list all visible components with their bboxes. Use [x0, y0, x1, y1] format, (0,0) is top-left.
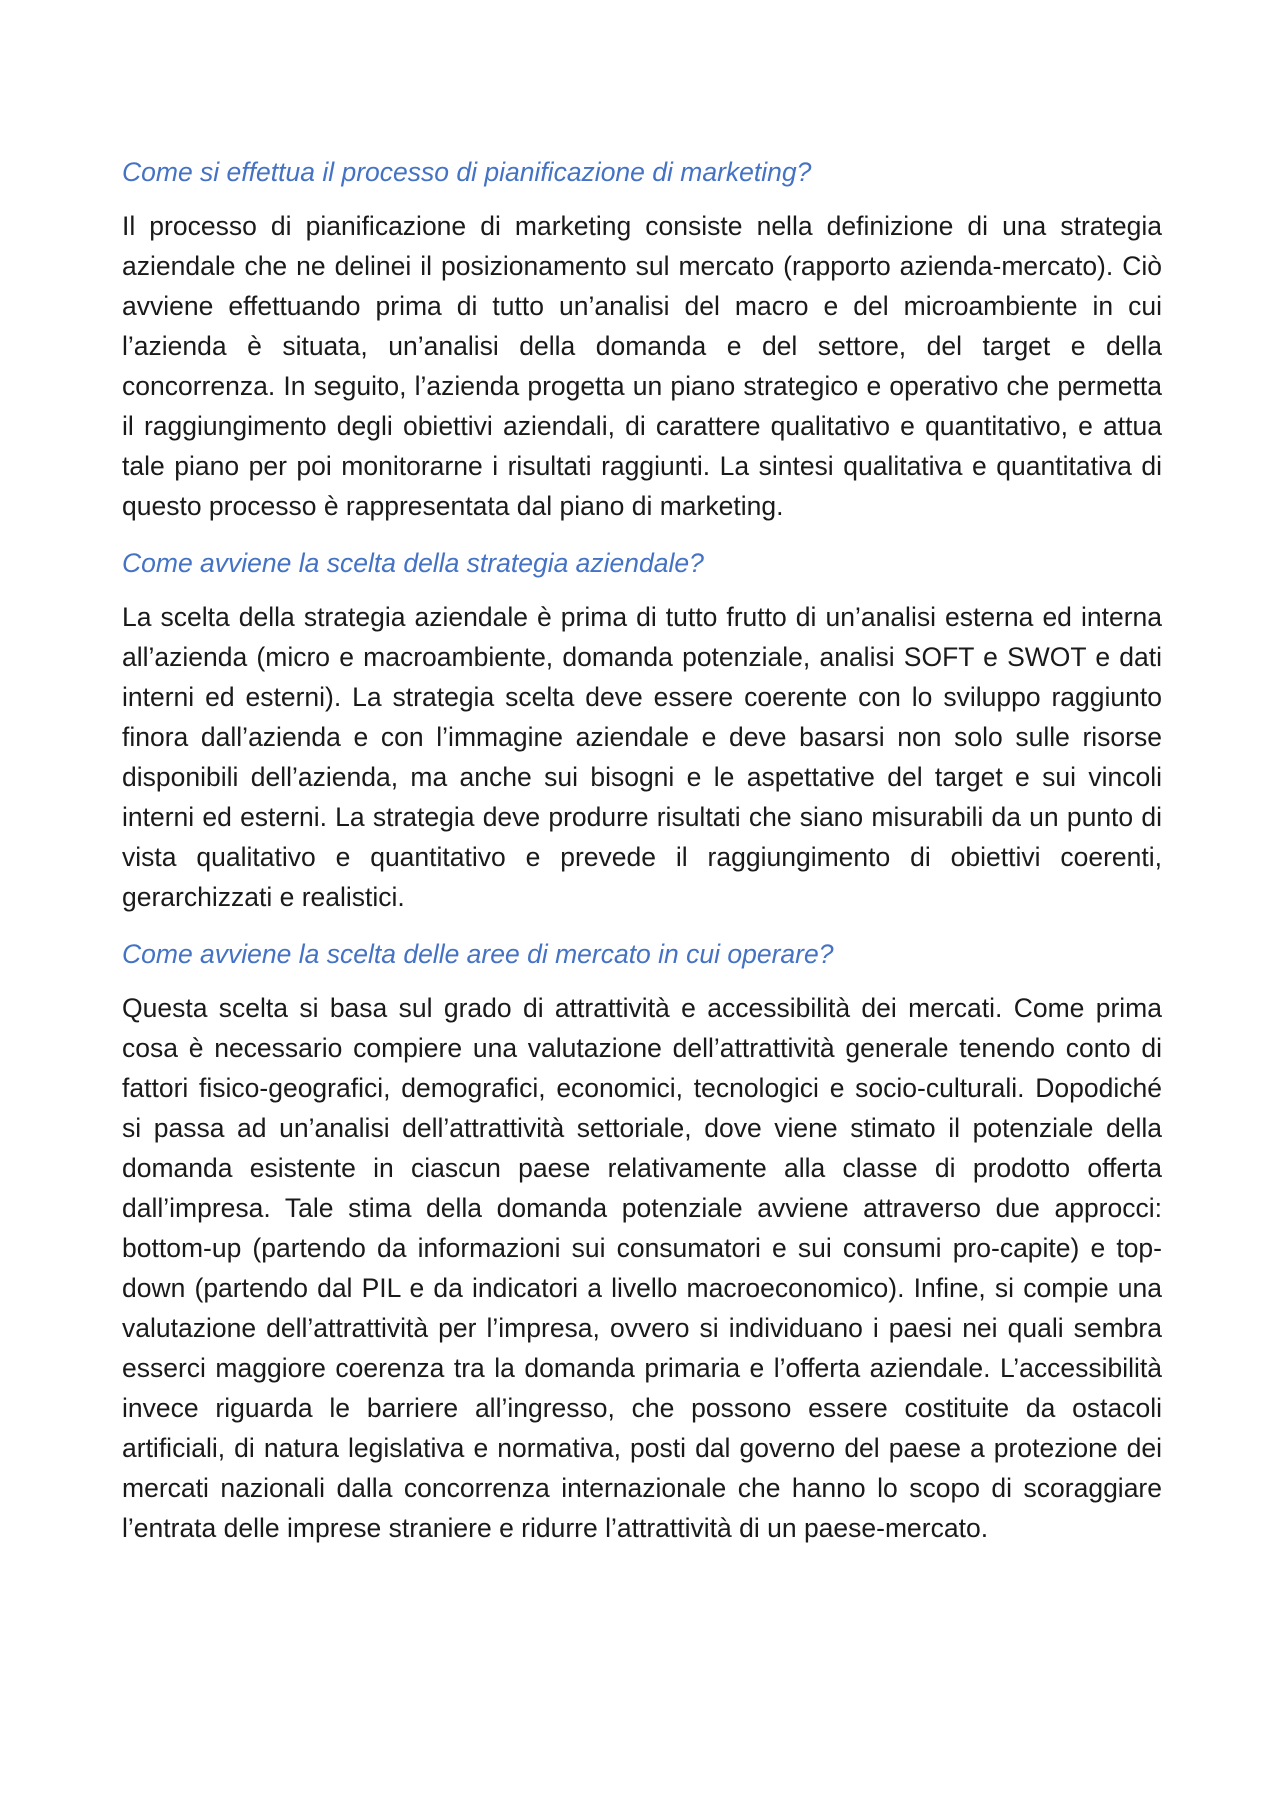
qa-section-3 [122, 934, 1162, 1548]
answer-paragraph: Questa scelta si basa sul grado di attrattività e accessibilità dei mercati. Come prima cosa è necessario compiere una valutazione dell’attrattività generale tenendo conto di fattori fisico-geografici, demografici, economici, tecnologici e socio-culturali. Dopodiché si passa ad un’analisi dell’attrattività settoriale, dove viene stimato il potenziale della domanda esistente in ciascun paese relativamente alla classe di prodotto offerta dall’impresa. Tale stima della domanda potenziale avviene attraverso due approcci: bottom-up (partendo da informazioni sui consumatori e sui consumi pro-capite) e top-down (partendo dal PIL e da indicatori a livello macroeconomico). Infine, si compie una valutazione dell’attrattività per l’impresa, ovvero si individuano i paesi nei quali sembra esserci maggiore coerenza tra la domanda primaria e l’offerta aziendale. L’accessibilità invece riguarda le barriere all’ingresso, che possono essere costituite da ostacoli artificiali, di natura legislativa e normativa, posti dal governo del paese a protezione dei mercati nazionali dalla concorrenza internazionale che hanno lo scopo di scoraggiare l’entrata delle imprese straniere e ridurre l’attrattività di un paese-mercato. [122, 993, 1162, 1543]
qa-section-2 [122, 543, 1162, 917]
answer-paragraph: La scelta della strategia aziendale è prima di tutto frutto di un’analisi esterna ed interna all’azienda (micro e macroambiente, domanda potenziale, analisi SOFT e SWOT e dati interni ed esterni). La strategia scelta deve essere coerente con lo sviluppo raggiunto finora dall’azienda e con l’immagine aziendale e deve basarsi non solo sulle risorse disponibili dell’azienda, ma anche sui bisogni e le aspettative del target e sui vincoli interni ed esterni. La strategia deve produrre risultati che siano misurabili da un punto di vista qualitativo e quantitativo e prevede il raggiungimento di obiettivi coerenti, gerarchizzati e realistici. [122, 602, 1162, 912]
question-heading: Come avviene la scelta della strategia aziendale? [122, 548, 704, 578]
document-body [122, 152, 1162, 1565]
qa-section-1 [122, 152, 1162, 526]
question-heading: Come si effettua il processo di pianificazione di marketing? [122, 157, 812, 187]
answer-paragraph: Il processo di pianificazione di marketing consiste nella definizione di una strategia aziendale che ne delinei il posizionamento sul mercato (rapporto azienda-mercato). Ciò avviene effettuando prima di tutto un’analisi del macro e del microambiente in cui l’azienda è situata, un’analisi della domanda e del settore, del target e della concorrenza. In seguito, l’azienda progetta un piano strategico e operativo che permetta il raggiungimento degli obiettivi aziendali, di carattere qualitativo e quantitativo, e attua tale piano per poi monitorarne i risultati raggiunti. La sintesi qualitativa e quantitativa di questo processo è rappresentata dal piano di marketing. [122, 211, 1162, 521]
question-heading: Come avviene la scelta delle aree di mercato in cui operare? [122, 939, 834, 969]
